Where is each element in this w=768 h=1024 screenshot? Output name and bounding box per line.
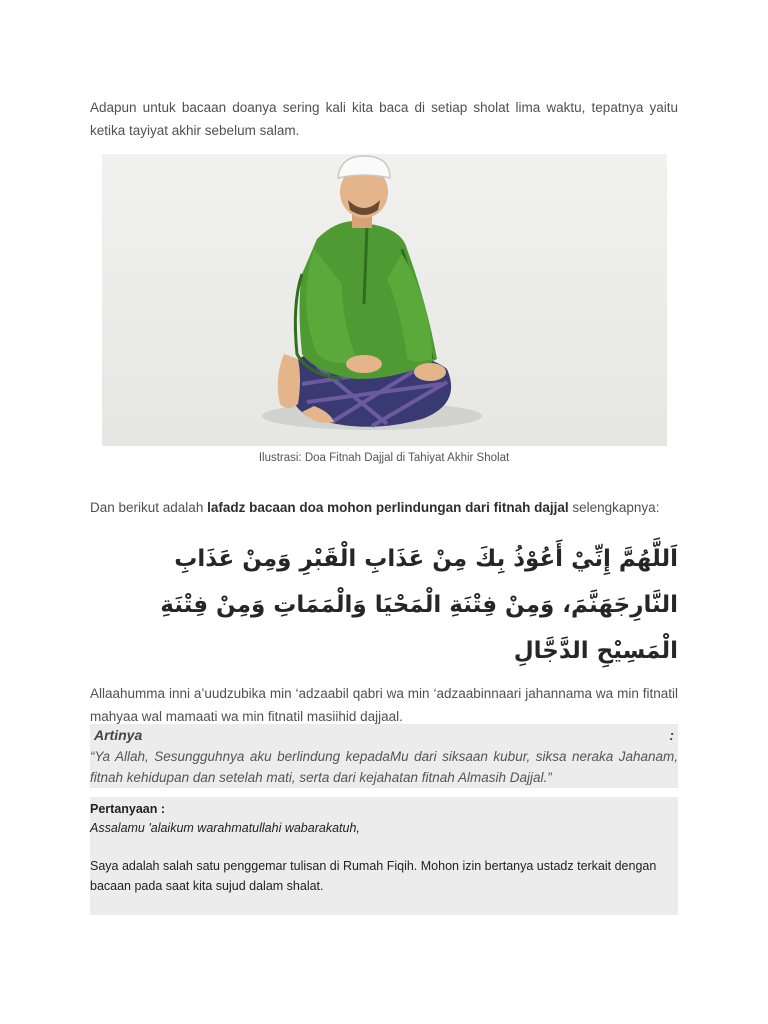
lead-paragraph bbox=[90, 498, 678, 518]
question-body: Saya adalah salah satu penggemar tulisan di Rumah Fiqih. Mohon izin bertanya ustadz terkait dengan bacaan pada saat kita sujud dalam shalat. bbox=[90, 859, 657, 893]
arabic-prayer: اَللَّهُمَّ إِنِّيْ أَعُوْذُ بِكَ مِنْ عَذَابِ الْقَبْرِ وَمِنْ عَذَابِ النَّارِجَهَنَّمَ، وَمِنْ فِتْنَةِ الْمَحْيَا وَالْمَمَاتِ وَمِنْ فِتْنَةِ الْمَسِيْحِ الدَّجَّالِ bbox=[160, 546, 678, 664]
illustration-image bbox=[102, 154, 667, 446]
transliteration: Allaahumma inni a’uudzubika min ‘adzaabil qabri wa min ‘adzaabinnaari jahannama wa min fitnatil mahyaa wal mamaati wa min fitnatil masiihid dajjaal. bbox=[90, 686, 678, 724]
translation-box bbox=[90, 724, 678, 788]
translation-colon: : bbox=[669, 727, 674, 743]
lead-text-before: Dan berikut adalah bbox=[90, 500, 208, 515]
translation-text: “Ya Allah, Sesungguhnya aku berlindung kepadaMu dari siksaan kubur, siksa neraka Jahanam, fitnah kehidupan dan setelah mati, serta dari kejahatan fitnah Almasih Dajjal.” bbox=[90, 749, 678, 785]
question-box bbox=[90, 797, 678, 915]
question-title: Pertanyaan : bbox=[90, 802, 166, 816]
praying-man-illustration bbox=[102, 154, 667, 446]
translation-heading: Artinya bbox=[94, 727, 143, 743]
intro-paragraph: Adapun untuk bacaan doanya sering kali kita baca di setiap sholat lima waktu, tepatnya yaitu ketika tayiyat akhir sebelum salam. bbox=[90, 100, 678, 138]
lead-bold-text: lafadz bacaan doa mohon perlindungan dari fitnah dajjal bbox=[207, 500, 569, 515]
lead-text-after: selengkapnya: bbox=[568, 500, 660, 515]
question-greeting: Assalamu 'alaikum warahmatullahi wabarakatuh, bbox=[90, 821, 360, 835]
figure-caption: Ilustrasi: Doa Fitnah Dajjal di Tahiyat Akhir Sholat bbox=[258, 452, 510, 464]
